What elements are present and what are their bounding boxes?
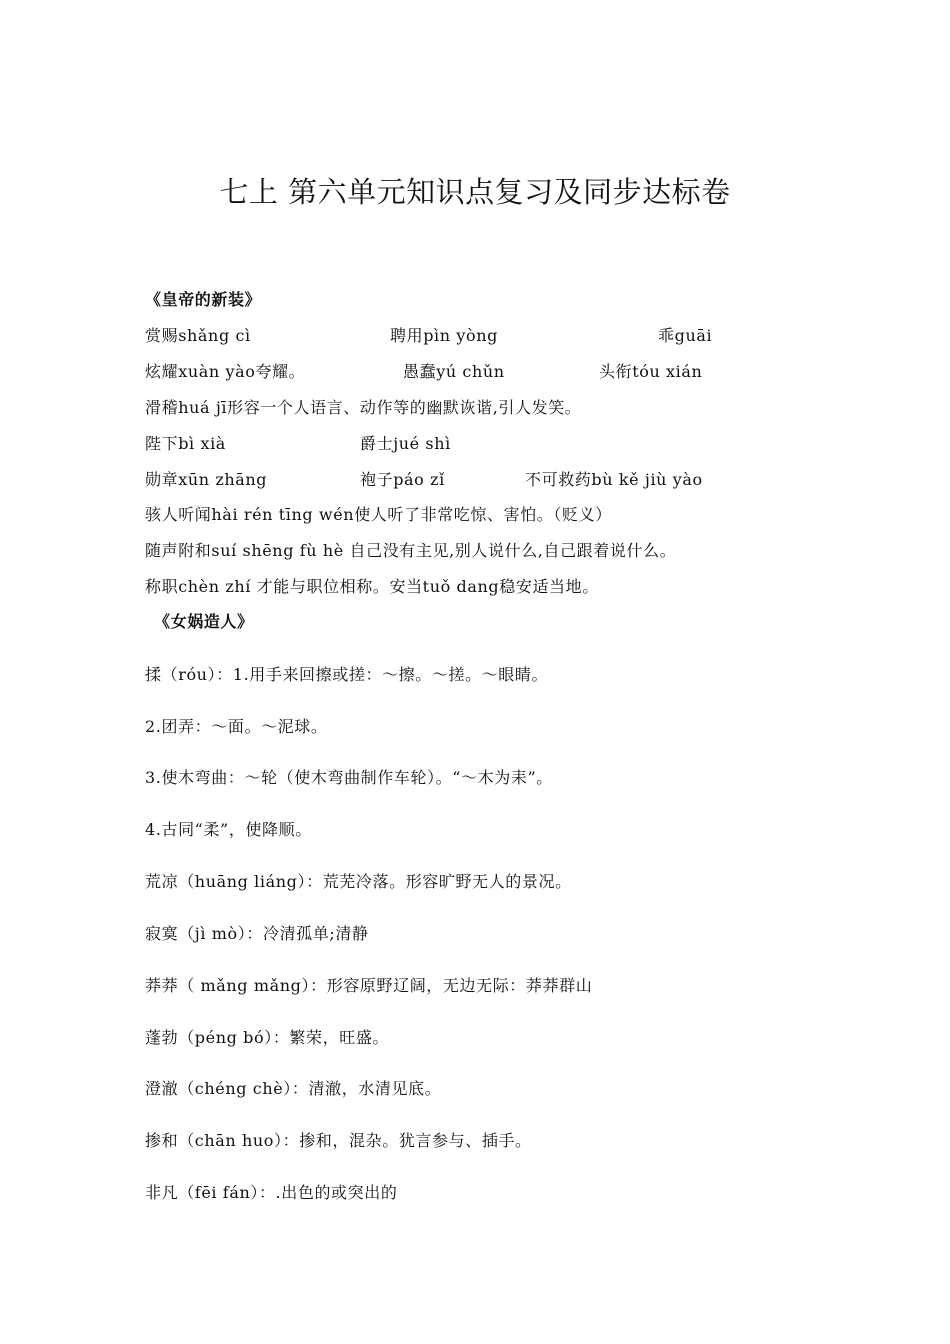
vocab-item: 莽莽（ mǎng mǎng）：形容原野辽阔，无边无际：莽莽群山 [145,976,593,995]
section-heading-emperor: 《皇帝的新装》 [145,290,262,309]
vocab-entry: 爵士jué shì [360,434,451,453]
vocab-entry: 不可救药bù kě jiù yào [525,470,703,489]
vocab-definition: 骇人听闻hài rén tīng wén使人听了非常吃惊、害怕。（贬义） [145,505,612,524]
vocab-item: 掺和（chān huo）：掺和，混杂。犹言参与、插手。 [145,1131,532,1150]
vocab-entry: 乖guāi [658,326,713,345]
vocab-definition: 称职chèn zhí 才能与职位相称。安当tuǒ dang稳安适当地。 [145,577,599,596]
section-heading-nuwa: 《女娲造人》 [154,612,254,631]
vocab-entry: 陛下bì xià [145,434,226,453]
vocab-entry: 愚蠢yú chǔn [403,362,505,381]
vocab-item: 4.古同“柔”，使降顺。 [145,820,312,839]
vocab-entry: 赏赐shǎng cì [145,326,251,345]
vocab-definition: 随声附和suí shēng fù hè 自己没有主见,别人说什么,自己跟着说什么。 [145,541,677,560]
vocab-item: 寂寞（jì mò）：冷清孤单;清静 [145,924,369,943]
vocab-entry: 勋章xūn zhāng [145,470,268,489]
vocab-entry: 聘用pìn yòng [390,326,498,345]
vocab-item: 荒凉（huāng liáng）：荒芜冷落。形容旷野无人的景况。 [145,872,572,891]
vocab-entry: 炫耀xuàn yào夸耀。 [145,362,306,381]
vocab-entry: 头衔tóu xián [599,362,703,381]
vocab-entry: 袍子páo zǐ [360,470,445,489]
vocab-item: 澄澈（chéng chè）：清澈，水清见底。 [145,1079,442,1098]
vocab-item: 2.团弄：～面。～泥球。 [145,717,328,736]
vocab-item: 3.使木弯曲：～轮（使木弯曲制作车轮）。“～木为耒”。 [145,768,553,787]
page-title: 七上 第六单元知识点复习及同步达标卷 [219,175,731,209]
vocab-item: 非凡（fēi fán）：.出色的或突出的 [145,1183,398,1202]
vocab-definition: 滑稽huá jī形容一个人语言、动作等的幽默诙谐,引人发笑。 [145,398,582,417]
vocab-item: 揉（róu）：1.用手来回擦或搓：～擦。～搓。～眼睛。 [145,665,549,684]
vocab-item: 蓬勃（péng bó）：繁荣，旺盛。 [145,1028,390,1047]
